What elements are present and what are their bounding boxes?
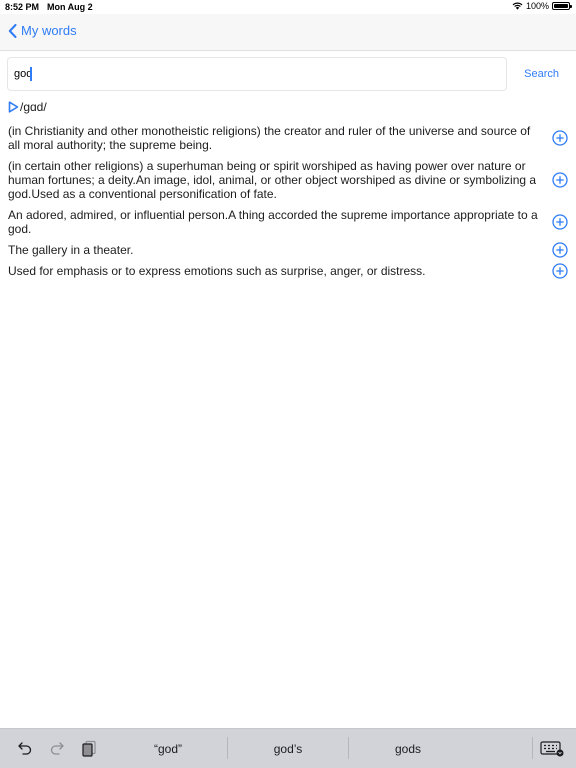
definition-item (8, 243, 570, 257)
status-right (512, 1, 570, 11)
definitions-list (8, 124, 570, 285)
definition-text: (in certain other religions) a superhuman being or spirit worshiped as having power over nature or human fortunes; a deity.An image, idol, animal, or other object worshiped as divine or symbolizing a god.Used as a conventional personification of fate. (8, 159, 537, 201)
back-button[interactable] (8, 23, 77, 38)
definition-text: An adored, admired, or influential person.A thing accorded the supreme importance appropriate to a god. (8, 208, 538, 236)
definition-item (8, 159, 570, 201)
definition-text: Used for emphasis or to express emotions such as surprise, anger, or distress. (8, 264, 426, 278)
add-circle-icon[interactable] (552, 263, 568, 279)
add-circle-icon[interactable] (552, 130, 568, 146)
nav-bar (0, 14, 576, 51)
battery-icon (552, 2, 570, 10)
back-label: My words (21, 23, 77, 38)
pronunciation-row (8, 100, 47, 114)
play-icon[interactable] (8, 101, 19, 113)
suggestion-item[interactable]: god’s (273, 742, 303, 756)
definition-item (8, 124, 570, 152)
pronunciation-text: /ɡɑd/ (20, 100, 47, 114)
battery-fill (554, 4, 568, 8)
search-button[interactable]: Search (524, 68, 559, 80)
definition-item (8, 208, 570, 236)
keyboard-dismiss-icon[interactable] (540, 741, 564, 757)
battery-tip (570, 5, 572, 8)
suggestion-divider (532, 737, 533, 759)
battery-percent: 100% (525, 1, 549, 11)
text-caret (30, 67, 32, 81)
add-circle-icon[interactable] (552, 242, 568, 258)
add-circle-icon[interactable] (552, 214, 568, 230)
status-date: Mon Aug 2 (47, 2, 93, 12)
suggestion-item[interactable]: “god” (153, 742, 182, 756)
definition-item (8, 264, 570, 278)
chevron-left-icon (8, 24, 17, 38)
undo-icon[interactable] (17, 740, 33, 756)
status-time: 8:52 PM (5, 2, 40, 12)
wifi-icon (512, 2, 523, 10)
status-bar (0, 0, 576, 14)
definition-text: (in Christianity and other monotheistic religions) the creator and ruler of the universe and source of all moral authority; the supreme being. (8, 124, 531, 152)
add-circle-icon[interactable] (552, 172, 568, 188)
search-input[interactable] (7, 57, 507, 91)
redo-icon[interactable] (49, 740, 65, 756)
suggestion-item[interactable]: gods (394, 742, 422, 756)
definition-text: The gallery in a theater. (8, 243, 134, 257)
keyboard-shortcut-bar (0, 728, 576, 768)
paste-icon[interactable] (81, 740, 97, 757)
